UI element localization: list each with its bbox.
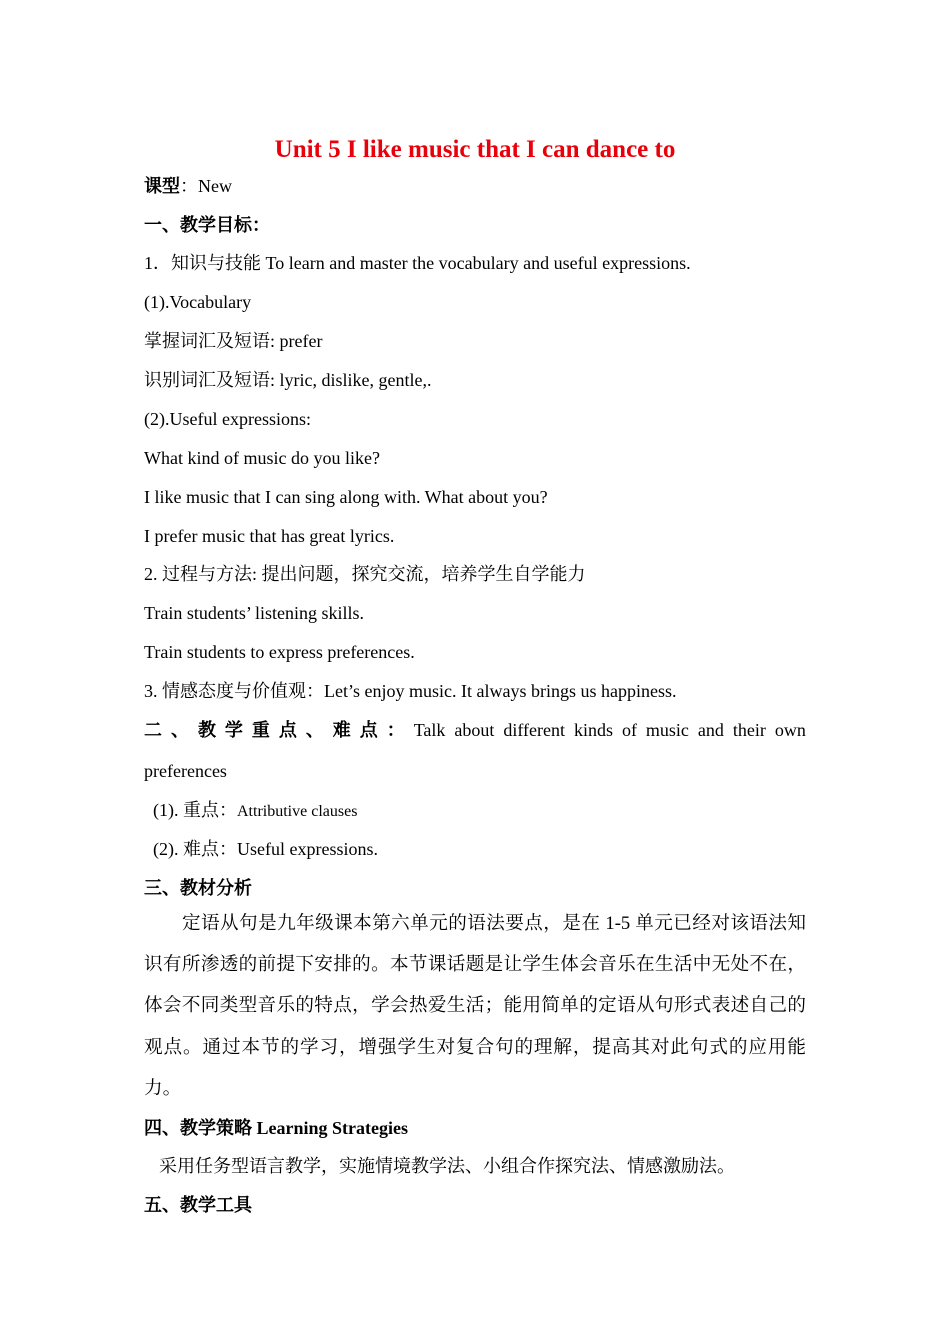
objective-knowledge: 1．知识与技能 To learn and master the vocabulary and useful expressions.	[144, 253, 691, 273]
section-2-word: kinds	[573, 720, 613, 740]
section-2-word: about	[454, 720, 495, 740]
difficult-point-label: (2). 难点：	[153, 839, 237, 859]
section-3-heading: 三、教材分析	[144, 878, 252, 898]
key-point-label: (1). 重点：	[153, 800, 237, 820]
section-2-word: of	[621, 720, 637, 740]
section-1-heading: 一、教学目标：	[144, 215, 270, 235]
difficult-point-value: Useful expressions.	[237, 839, 378, 859]
section-2-word: own	[774, 720, 806, 740]
strategy-text: 采用任务型语言教学，实施情境教学法、小组合作探究法、情感激励法。	[159, 1156, 735, 1176]
section-2-char: 、	[170, 720, 189, 740]
section-2-char: 学	[224, 720, 243, 740]
expression-1: What kind of music do you like?	[144, 448, 380, 468]
objective-attitude: 3. 情感态度与价值观：Let’s enjoy music. It always brings us happiness.	[144, 681, 677, 701]
vocabulary-heading: (1).Vocabulary	[144, 292, 252, 312]
section-2-char: 难	[332, 720, 351, 740]
lesson-type-sep: ：	[180, 176, 198, 196]
section-2-heading-line	[144, 719, 806, 741]
train-listening: Train students’ listening skills.	[144, 603, 365, 623]
key-point-line	[153, 799, 357, 823]
lesson-type-value: New	[198, 176, 232, 196]
train-preferences: Train students to express preferences.	[144, 642, 415, 662]
vocabulary-recognize: 识别词汇及短语: lyric, dislike, gentle,.	[144, 370, 432, 390]
expression-2: I like music that I can sing along with. What about you?	[144, 487, 548, 507]
section-2-char: ：	[386, 720, 405, 740]
section-5-heading: 五、教学工具	[144, 1195, 252, 1215]
section-2-word: their	[732, 720, 766, 740]
difficult-point-line	[153, 838, 378, 860]
section-2-word: and	[697, 720, 724, 740]
section-2-word: Talk	[413, 720, 446, 740]
expressions-heading: (2).Useful expressions:	[144, 409, 311, 429]
section-4-heading-en: Learning Strategies	[256, 1118, 408, 1138]
section-2-char: 点	[359, 720, 378, 740]
section-4-heading-cn: 四、教学策略	[144, 1118, 257, 1138]
section-2-char: 点	[278, 720, 297, 740]
vocabulary-master: 掌握词汇及短语: prefer	[144, 331, 323, 351]
section-2-char: 、	[305, 720, 324, 740]
section-2-word: different	[503, 720, 565, 740]
section-4-heading	[144, 1117, 408, 1139]
document-title: Unit 5 I like music that I can dance to	[274, 136, 676, 163]
expression-3: I prefer music that has great lyrics.	[144, 526, 395, 546]
section-2-continuation: preferences	[144, 761, 227, 781]
objective-process: 2. 过程与方法: 提出问题，探究交流，培养学生自学能力	[144, 564, 586, 584]
section-2-word: music	[645, 720, 689, 740]
section-2-char: 教	[197, 720, 216, 740]
material-analysis-paragraph: 定语从句是九年级课本第六单元的语法要点，是在 1-5 单元已经对该语法知识有所渗透的前提下安排的。本节课话题是让学生体会音乐在生活中无处不在，体会不同类型音乐的特点，学会热爱生活；能用简单的定语从句形式表述自己的观点。通过本节的学习，增强学生对复合句的理解，提高其对此句式的应用能力。	[144, 913, 806, 1099]
section-2-char: 二	[144, 720, 162, 740]
lesson-type-line	[144, 175, 232, 197]
lesson-type-label: 课型	[144, 176, 180, 196]
section-2-char: 重	[251, 720, 270, 740]
key-point-value: Attributive clauses	[237, 803, 358, 820]
